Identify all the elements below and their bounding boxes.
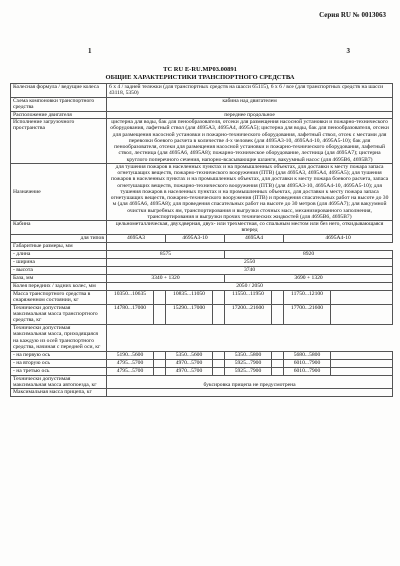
purpose-value: для тушения пожаров в населенных пунктах и на промышленных объектах, для доставки к месту пожара запаса огнетушащих веществ, пожарно-технического вооружения (ПТВ) (для 4695А3, 4695А4, 4695А5); для тушения пожаров в населенных пунктах и на промышленных объектах, для доставки к месту пожара боевого расчета, запаса огнетушащих веществ, пожарно-технического вооружения (ПТВ) (для 4695А3-10, 4695А4-10, 4695А5-10); для тушения пожаров в населенных пунктах и на промышленных объектах, для доставки к месту пожара запаса огнетушащих веществ, пожарно-технического вооружения (ПТВ) и проведения спасательных работ на высоте до 30 м (для 4695А6, 4695А8); для проведения спасательных работ на высоте до 30 метров (для 4695А7); для вакуумной очистки выгребных ям, транспортирования и выгрузки сточных масс, механизированного заполнения, транспортирования и выгрузки прочих технических жидкостей (для 4695В6, 4695В7) [107,163,393,220]
dimensions-label: Габаритные размеры, мм [11,242,107,250]
width-value: 2550 [107,258,393,266]
body-label: Исполнение загрузочного пространства [11,119,107,164]
row-trailer-mass [11,375,393,389]
curb-mass-label: Масса транспортного средства в снаряженном состоянии, кг [11,290,107,304]
page-heading: ОБЩИЕ ХАРАКТЕРИСТИКИ ТРАНСПОРТНОГО СРЕДСТВА [105,74,295,81]
mass-value: 15290...17000 [166,304,213,324]
row-wheel-formula [11,84,393,98]
cab-value: цельнометаллическая, двухдверная, двух- или трехместная, со спальным местом или без него, откидывающаяся вперед [107,221,393,235]
engine-label: Расположение двигателя [11,111,107,118]
type-value: 4695А3 [107,234,166,242]
row-length [11,250,393,258]
body-value: цистерна для воды, бак для пенообразователя, отсеки для размещения насосной установки и пожарно-технического оборудования, лафетный ствол (для 4695А3, 4695А4, 4695А5); цистерна для воды, бак для пенообразователя, отсеки для размещения насосной установки и пожарно-технического оборудования, лафетный ствол, отсек с местами для перевозки боевого расчета в количестве 4-х человек (для 4695А3-10, 4695А4-10, 4695А5-10); бак для пенообразователя, отсеки для размещения насосной установки и пожарно-технического оборудования, лафетный ствол, лестница (для 4695А6, 4695А8); пожарно-техническое оборудование, лестница (для 4695А7); цистерна круглого поперечного сечения, напорно-всасывающие шланги, вакуумный насос (для 4695В6, 4695В7) [107,119,393,164]
base-value: 3690 + 1320 [225,274,393,282]
mass-value: 4795...5700 [107,367,154,375]
mass-value: 14780...17000 [107,304,154,324]
mass-value: 5190...5600 [107,351,154,359]
second-axle-label: - на вторую ось [11,359,107,367]
row-height [11,266,393,274]
mass-value: 4795...5700 [107,359,154,367]
mass-value: 10835...11050 [166,290,213,304]
mass-value: 17700...21600 [284,304,331,324]
track-label: Колея передних / задних колес, мм [11,282,107,290]
engine-value: переднее продольное [107,111,393,118]
layout-value: кабина над двигателем [107,97,393,111]
type-value: 4695А3-10 [166,234,225,242]
row-base [11,274,393,282]
base-label: База, мм [11,274,107,282]
mass-value: 17200...21600 [225,304,272,324]
max-mass-label: Технически допустимая максимальная масса транспортного средства, кг [11,304,107,324]
certificate-serial-number: Серия RU № 0013063 [319,11,386,19]
types-label: для типов [11,234,107,242]
track-value: 2050 / 2050 [107,282,393,290]
mass-value: 6010...7900 [284,359,331,367]
characteristics-table [10,83,393,397]
type-value: 4695А4-10 [284,234,393,242]
page-number-right: 3 [346,47,350,55]
row-dimensions [11,242,393,250]
mass-value: 11550...11950 [225,290,272,304]
row-second-axle [11,359,393,367]
row-cab [11,221,393,235]
length-label: - длина [11,250,107,258]
cab-label: Кабина [11,221,107,235]
first-axle-label: - на первую ось [11,351,107,359]
row-max-mass [11,304,393,324]
mass-value: 5680...5800 [284,351,331,359]
length-value: 8920 [225,250,393,258]
layout-label: Схема компоновки транспортного средства [11,97,107,111]
type-value: 4695А4 [225,234,284,242]
third-axle-label: - на третью ось [11,367,107,375]
row-body [11,119,393,164]
mass-value: 5925...7900 [225,367,272,375]
row-axle-mass [11,324,393,351]
mass-value: 11750...12100 [284,290,331,304]
length-value: 8575 [107,250,225,258]
row-first-axle [11,351,393,359]
row-purpose [11,163,393,220]
document-code: TC RU E-RU.MP03.00891 [163,66,237,73]
row-engine [11,111,393,118]
mass-value: 4970...5700 [166,367,213,375]
mass-value: 5925...7900 [225,359,272,367]
row-width [11,258,393,266]
row-track [11,282,393,290]
trailer-mass-value: буксировка прицепа не предусмотрена [107,375,393,389]
purpose-label: Назначение [11,163,107,220]
mass-value: 4970...5700 [166,359,213,367]
height-value: 3740 [107,266,393,274]
row-third-axle [11,367,393,375]
page-number-left: 1 [88,47,92,55]
row-trailer-max [11,389,393,397]
row-types [11,234,393,242]
width-label: - ширина [11,258,107,266]
wheel-formula-value: 6 x 4 / задней тележки (для транспортных средств на шасси 65115), 6 x 6 / все (для транспортных средств на шасси 43118, 5350) [107,84,393,98]
mass-value: 6010...7900 [284,367,331,375]
trailer-max-label: Максимальная масса прицепа, кг [11,389,107,397]
trailer-mass-label: Технически допустимая максимальная масса автопоезда, кг [11,375,107,389]
wheel-formula-label: Колесная формула / ведущие колеса [11,84,107,98]
base-value: 3340 + 1320 [107,274,225,282]
mass-value: 5350...5600 [166,351,213,359]
mass-value: 10350...10635 [107,290,154,304]
axle-mass-label: Технически допустимая максимальная масса, приходящаяся на каждую из осей транспортного средства, начиная с передней оси, кг [11,324,107,351]
row-curb-mass [11,290,393,304]
mass-value: 5350...5800 [225,351,272,359]
height-label: - высота [11,266,107,274]
row-layout [11,97,393,111]
